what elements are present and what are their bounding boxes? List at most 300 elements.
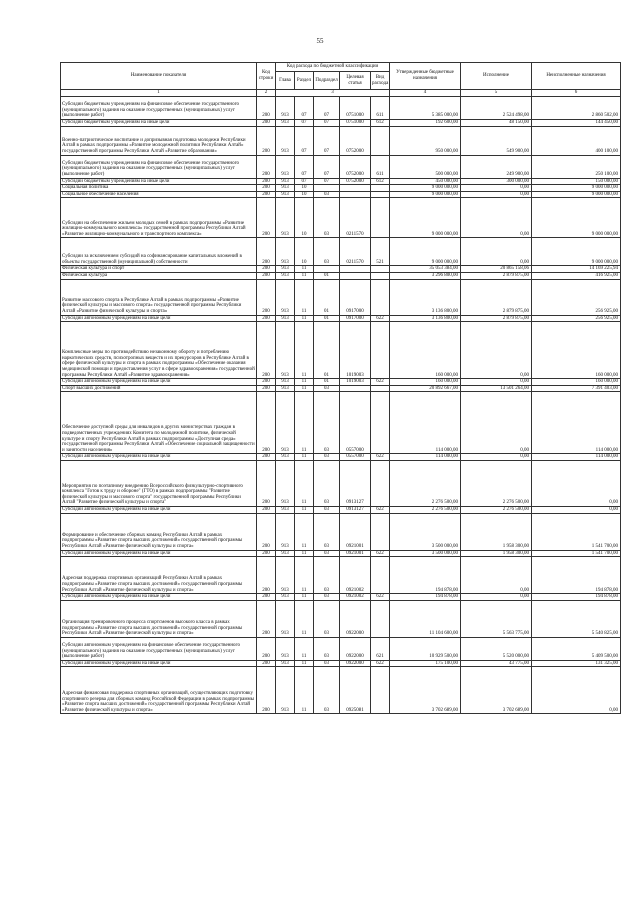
row-glava: 913 [276,594,295,601]
table-row [61,126,621,155]
row-unexecuted: 194 878,00 [532,557,621,594]
row-glava: 913 [276,322,295,379]
header-podrazdel: Подраздел [314,72,340,90]
row-podrazdel: 03 [314,594,340,601]
table-row [61,392,621,454]
row-unexecuted: 0,00 [532,667,621,714]
row-name: Субсидии автономным учреждениям на иные цели [61,506,257,513]
row-podrazdel: 07 [314,155,340,178]
row-line-code: 200 [257,667,276,714]
row-line-code: 200 [257,454,276,461]
row-podrazdel: 01 [314,279,340,315]
row-target: 0913127 [340,460,371,506]
row-executed: 1 958 300,00 [461,550,532,557]
row-approved: 175 100,00 [390,660,461,667]
row-razdel: 07 [295,155,314,178]
row-name: Развитие массового спорта в Республике Алтай в рамках подпрограммы «Развитие физической культуры и массового спорта» государственной программы Республики Алтай «Развитие физической культуры и спорта» [61,279,257,315]
row-podrazdel: 01 [314,315,340,322]
row-target: 0751000 [340,120,371,127]
header-razdel: Раздел [295,72,314,90]
row-line-code: 200 [257,660,276,667]
row-approved: 160 000,00 [390,322,461,379]
row-razdel: 11 [295,660,314,667]
row-podrazdel: 03 [314,238,340,266]
row-expense-type: 611 [371,97,390,120]
row-unexecuted: 160 000,00 [532,322,621,379]
row-executed: 1 958 300,00 [461,513,532,550]
row-approved: 450 000,00 [390,178,461,185]
row-approved: 20 892 667,00 [390,385,461,392]
header-classification: Код расхода по бюджетной классификации [276,63,390,72]
row-approved: 35 053 384,00 [390,266,461,273]
row-target: 0917000 [340,315,371,322]
row-target: 0913127 [340,506,371,513]
row-executed: 2 276 500,00 [461,506,532,513]
row-glava: 913 [276,379,295,386]
row-expense-type [371,198,390,238]
header-glava: Глава [276,72,295,90]
row-line-code: 200 [257,637,276,660]
row-executed: 3 702 689,00 [461,667,532,714]
row-name: Субсидии автономным учреждениям на финансовое обеспечение государственного (муниципального) задания на оказание государственных (муниципальных) услуг (выполнение работ) [61,637,257,660]
row-name: Субсидии автономным учреждениям на иные цели [61,454,257,461]
row-line-code: 200 [257,600,276,637]
row-glava: 913 [276,97,295,120]
row-podrazdel: 01 [314,272,340,279]
row-unexecuted: 144 450,00 [532,120,621,127]
row-razdel: 11 [295,506,314,513]
row-executed: 20 865 158,06 [461,266,532,273]
row-name: Субсидии автономным учреждениям на иные цели [61,550,257,557]
row-executed: 0,00 [461,557,532,594]
row-target: 0557000 [340,454,371,461]
row-glava: 913 [276,637,295,660]
row-name: Субсидии бюджетным учреждениям на иные цели [61,178,257,185]
row-razdel: 11 [295,385,314,392]
row-line-code: 200 [257,506,276,513]
row-target: 0211570 [340,198,371,238]
table-row [61,454,621,461]
row-target: 1019003 [340,322,371,379]
row-podrazdel: 03 [314,600,340,637]
row-name: Формирование и обеспечение сборных команд Республики Алтай в рамках подпрограммы «Развитие спорта высших достижений» государственной программы Республики Алтай «Развитие физической культуры и спорта» [61,513,257,550]
row-unexecuted: 9 000 000,00 [532,191,621,198]
table-row [61,191,621,198]
row-approved: 3 500 000,00 [390,513,461,550]
row-podrazdel: 03 [314,550,340,557]
row-glava: 913 [276,185,295,192]
row-razdel: 11 [295,637,314,660]
header-approved: Утвержденные бюджетные назначения [390,63,461,90]
row-podrazdel: 03 [314,460,340,506]
row-razdel: 11 [295,594,314,601]
row-expense-type [371,191,390,198]
row-approved: 10 929 500,00 [390,637,461,660]
row-executed: 2 276 500,00 [461,460,532,506]
row-podrazdel: 07 [314,120,340,127]
row-unexecuted: 416 925,00 [532,272,621,279]
table-row [61,594,621,601]
row-line-code: 200 [257,594,276,601]
header-line-code: Код строки [257,63,276,90]
row-name: Адресная поддержка спортивных организаций Республики Алтай в рамках подпрограммы «Развитие спорта высших достижений» государственной программы Республики Алтай «Развитие физической культуры и спорта» [61,557,257,594]
row-podrazdel: 07 [314,97,340,120]
table-row [61,198,621,238]
row-target: 0751000 [340,97,371,120]
table-row [61,322,621,379]
row-podrazdel: 03 [314,513,340,550]
row-approved: 9 000 000,00 [390,185,461,192]
row-approved: 950 000,00 [390,126,461,155]
row-podrazdel: 03 [314,667,340,714]
row-line-code: 200 [257,238,276,266]
row-unexecuted: 0,00 [532,506,621,513]
row-line-code: 200 [257,126,276,155]
row-expense-type [371,392,390,454]
row-line-code: 200 [257,272,276,279]
row-razdel: 11 [295,460,314,506]
row-expense-type [371,557,390,594]
row-line-code: 200 [257,460,276,506]
row-target: 0922000 [340,637,371,660]
row-expense-type [371,600,390,637]
row-razdel: 11 [295,454,314,461]
row-executed: 0,00 [461,454,532,461]
row-approved: 9 000 000,00 [390,191,461,198]
row-executed: 0,00 [461,191,532,198]
row-glava: 913 [276,191,295,198]
row-approved: 2 276 500,00 [390,460,461,506]
row-name: Адресная финансовая поддержка спортивных организаций, осуществляющих подготовку спортивного резерва для сборных команд Российской Федерации в рамках подпрограммы «Развитие спорта высших достижений» государственной программы Республики Алтай «Развитие физической культуры и спорта» [61,667,257,714]
row-glava: 913 [276,506,295,513]
table-row [61,272,621,279]
row-target [340,385,371,392]
row-line-code: 200 [257,315,276,322]
row-expense-type: 612 [371,178,390,185]
row-unexecuted: 150 000,00 [532,178,621,185]
row-line-code: 200 [257,97,276,120]
row-unexecuted: 131 325,00 [532,660,621,667]
row-expense-type [371,279,390,315]
column-number: 5 [461,90,532,97]
row-unexecuted: 250 100,00 [532,155,621,178]
row-line-code: 200 [257,385,276,392]
row-expense-type: 521 [371,238,390,266]
row-unexecuted: 114 000,00 [532,454,621,461]
row-razdel: 10 [295,238,314,266]
row-expense-type: 622 [371,550,390,557]
row-podrazdel: 03 [314,506,340,513]
row-line-code: 200 [257,185,276,192]
row-approved: 3 296 800,00 [390,272,461,279]
column-number: 6 [532,90,621,97]
row-podrazdel: 03 [314,198,340,238]
row-name: Субсидии автономным учреждениям на иные цели [61,379,257,386]
row-approved: 114 000,00 [390,392,461,454]
table-row [61,315,621,322]
row-expense-type [371,266,390,273]
row-unexecuted: 9 000 000,00 [532,238,621,266]
row-podrazdel: 03 [314,557,340,594]
row-expense-type: 622 [371,454,390,461]
table-row [61,600,621,637]
row-glava: 913 [276,178,295,185]
row-name: Социальное обеспечение населения [61,191,257,198]
row-target: 0917000 [340,279,371,315]
row-unexecuted: 400 100,00 [532,126,621,155]
row-razdel: 11 [295,315,314,322]
row-razdel: 11 [295,272,314,279]
row-razdel: 11 [295,379,314,386]
row-glava: 913 [276,238,295,266]
row-glava: 913 [276,660,295,667]
row-executed: 5 520 000,00 [461,637,532,660]
row-podrazdel: 01 [314,379,340,386]
row-name: Субсидии за исключением субсидий на софинансирование капитальных вложений в объекты государственной (муниципальной) собственности [61,238,257,266]
row-razdel: 11 [295,600,314,637]
row-target: 0921002 [340,594,371,601]
table-row [61,660,621,667]
row-executed: 0,00 [461,185,532,192]
row-unexecuted: 7 391 403,00 [532,385,621,392]
row-expense-type [371,513,390,550]
row-target [340,272,371,279]
row-executed: 43 775,00 [461,660,532,667]
row-executed: 2 879 875,00 [461,315,532,322]
row-name: Субсидии на обеспечение жильем молодых семей в рамках подпрограммы «Развитие жилищно-коммунального комплекса» государственной программы Республики Алтай «Развитие жилищно-коммунального и транспортного комплекса» [61,198,257,238]
row-target: 0752000 [340,126,371,155]
row-razdel: 07 [295,120,314,127]
row-unexecuted: 114 000,00 [532,392,621,454]
row-approved: 160 000,00 [390,379,461,386]
row-approved: 11 104 600,00 [390,600,461,637]
table-row [61,238,621,266]
table-row [61,185,621,192]
row-podrazdel: 03 [314,637,340,660]
row-name: Социальная политика [61,185,257,192]
row-target [340,266,371,273]
row-executed: 0,00 [461,238,532,266]
column-number: 2 [257,90,276,97]
row-unexecuted: 9 000 000,00 [532,198,621,238]
table-row [61,550,621,557]
row-expense-type: 622 [371,660,390,667]
row-approved: 194 878,00 [390,594,461,601]
row-expense-type: 611 [371,155,390,178]
column-number: 3 [276,90,390,97]
row-target [340,191,371,198]
header-unexecuted: Неисполненные назначения [532,63,621,90]
row-approved: 9 000 000,00 [390,198,461,238]
row-glava: 913 [276,315,295,322]
row-glava: 913 [276,557,295,594]
row-approved: 3 500 000,00 [390,550,461,557]
row-target: 0921001 [340,513,371,550]
table-row [61,120,621,127]
column-number-row [61,90,621,97]
row-expense-type [371,185,390,192]
row-executed: 0,00 [461,198,532,238]
row-podrazdel: 03 [314,191,340,198]
row-unexecuted: 5 540 825,00 [532,600,621,637]
row-approved: 114 000,00 [390,454,461,461]
row-name: Физическая культура и спорт [61,266,257,273]
row-expense-type [371,385,390,392]
row-unexecuted: 14 169 225,94 [532,266,621,273]
row-unexecuted: 256 925,00 [532,279,621,315]
row-name: Субсидии бюджетным учреждениям на финансовое обеспечение государственного (муниципального) задания на оказание государственных (муниципальных) услуг (выполнение работ) [61,155,257,178]
row-glava: 913 [276,667,295,714]
table-row [61,557,621,594]
header-target: Целевая статья [340,72,371,90]
row-razdel: 11 [295,513,314,550]
header-executed: Исполнение [461,63,532,90]
row-expense-type: 622 [371,315,390,322]
row-expense-type: 621 [371,637,390,660]
row-target: 0557000 [340,392,371,454]
table-row [61,279,621,315]
row-glava: 913 [276,198,295,238]
row-unexecuted: 1 541 700,00 [532,513,621,550]
row-glava: 913 [276,454,295,461]
row-name: Субсидии автономным учреждениям на иные цели [61,594,257,601]
row-unexecuted: 1 541 700,00 [532,550,621,557]
row-executed: 5 563 775,00 [461,600,532,637]
row-line-code: 200 [257,392,276,454]
row-razdel: 07 [295,126,314,155]
row-name: Спорт высших достижений [61,385,257,392]
row-executed: 549 900,00 [461,126,532,155]
row-line-code: 200 [257,155,276,178]
page-number: 55 [316,37,324,45]
row-name: Физическая культура [61,272,257,279]
budget-execution-table [60,62,621,714]
row-approved: 3 136 800,00 [390,315,461,322]
table-row [61,155,621,178]
row-podrazdel [314,185,340,192]
row-razdel: 11 [295,266,314,273]
row-podrazdel: 03 [314,392,340,454]
table-row [61,266,621,273]
row-unexecuted: 9 000 000,00 [532,185,621,192]
row-name: Субсидии бюджетным учреждениям на финансовое обеспечение государственного (муниципального) задания на оказание государственных (муниципальных) услуг (выполнение работ) [61,97,257,120]
row-razdel: 10 [295,185,314,192]
column-number: 1 [61,90,257,97]
row-name: Субсидии автономным учреждениям на иные цели [61,660,257,667]
row-expense-type [371,667,390,714]
row-expense-type: 612 [371,120,390,127]
table-row [61,178,621,185]
row-podrazdel: 03 [314,385,340,392]
row-line-code: 200 [257,557,276,594]
row-expense-type: 622 [371,506,390,513]
table-row [61,460,621,506]
row-line-code: 200 [257,178,276,185]
row-executed: 0,00 [461,594,532,601]
row-glava: 913 [276,513,295,550]
header-name: Наименование показателя [61,63,257,90]
row-line-code: 200 [257,120,276,127]
row-executed: 2 879 875,00 [461,279,532,315]
row-target: 0925081 [340,667,371,714]
row-name: Субсидии автономным учреждениям на иные цели [61,315,257,322]
row-glava: 913 [276,155,295,178]
row-executed: 13 501 264,00 [461,385,532,392]
row-razdel: 11 [295,322,314,379]
row-razdel: 10 [295,198,314,238]
row-executed: 0,00 [461,392,532,454]
row-podrazdel: 01 [314,322,340,379]
row-expense-type [371,126,390,155]
row-unexecuted: 5 409 500,00 [532,637,621,660]
row-podrazdel: 07 [314,126,340,155]
row-name: Мероприятия по поэтапному внедрению Всероссийского физкультурно-спортивного комплекса "Готов к труду и обороне" (ГТО) в рамках подпрограммы "Развитие физической культуры и массового спорта" государственной программы Республики Алтай "Развитие физической культуры и спорта" [61,460,257,506]
row-target: 1019003 [340,379,371,386]
row-executed: 249 900,00 [461,155,532,178]
row-razdel: 11 [295,557,314,594]
row-line-code: 200 [257,322,276,379]
row-line-code: 200 [257,379,276,386]
column-number: 4 [390,90,461,97]
row-target: 0752000 [340,155,371,178]
table-row [61,667,621,714]
row-razdel: 11 [295,279,314,315]
row-unexecuted: 256 925,00 [532,315,621,322]
row-name: Субсидии бюджетным учреждениям на иные цели [61,120,257,127]
row-glava: 913 [276,392,295,454]
row-name: Военно-патриотическое воспитание и допризывная подготовка молодежи Республики Алтай в рамках подпрограммы «Развитие молодежной политики Республики Алтай» государственной программы Республики Алтай «Развитие образования» [61,126,257,155]
row-target: 0921002 [340,557,371,594]
row-razdel: 11 [295,667,314,714]
row-podrazdel [314,266,340,273]
table-row [61,379,621,386]
row-podrazdel: 07 [314,178,340,185]
row-executed: 2 879 875,00 [461,272,532,279]
row-target: 0211570 [340,238,371,266]
row-expense-type [371,272,390,279]
row-target: 0922000 [340,660,371,667]
row-name: Организация тренировочного процесса спортсменов высокого класса в рамках подпрограммы «Развитие спорта высших достижений» государственной программы Республики Алтай «Развитие физической культуры и спорта» [61,600,257,637]
table-row [61,513,621,550]
row-razdel: 07 [295,97,314,120]
row-executed: 300 000,00 [461,178,532,185]
table-row [61,637,621,660]
row-expense-type: 622 [371,379,390,386]
row-line-code: 200 [257,266,276,273]
row-glava: 913 [276,120,295,127]
row-glava: 913 [276,279,295,315]
row-glava: 913 [276,266,295,273]
row-expense-type: 622 [371,594,390,601]
row-glava: 913 [276,272,295,279]
row-line-code: 200 [257,513,276,550]
row-razdel: 07 [295,178,314,185]
row-target [340,185,371,192]
header-expense-type: Вид расхода [371,72,390,90]
table-row [61,506,621,513]
row-approved: 3 136 800,00 [390,279,461,315]
row-glava: 913 [276,126,295,155]
row-target: 0922000 [340,600,371,637]
table-row [61,385,621,392]
row-glava: 913 [276,385,295,392]
row-podrazdel: 03 [314,660,340,667]
row-executed: 48 150,00 [461,120,532,127]
row-unexecuted: 160 000,00 [532,379,621,386]
row-expense-type [371,322,390,379]
row-unexecuted: 0,00 [532,460,621,506]
row-razdel: 11 [295,392,314,454]
